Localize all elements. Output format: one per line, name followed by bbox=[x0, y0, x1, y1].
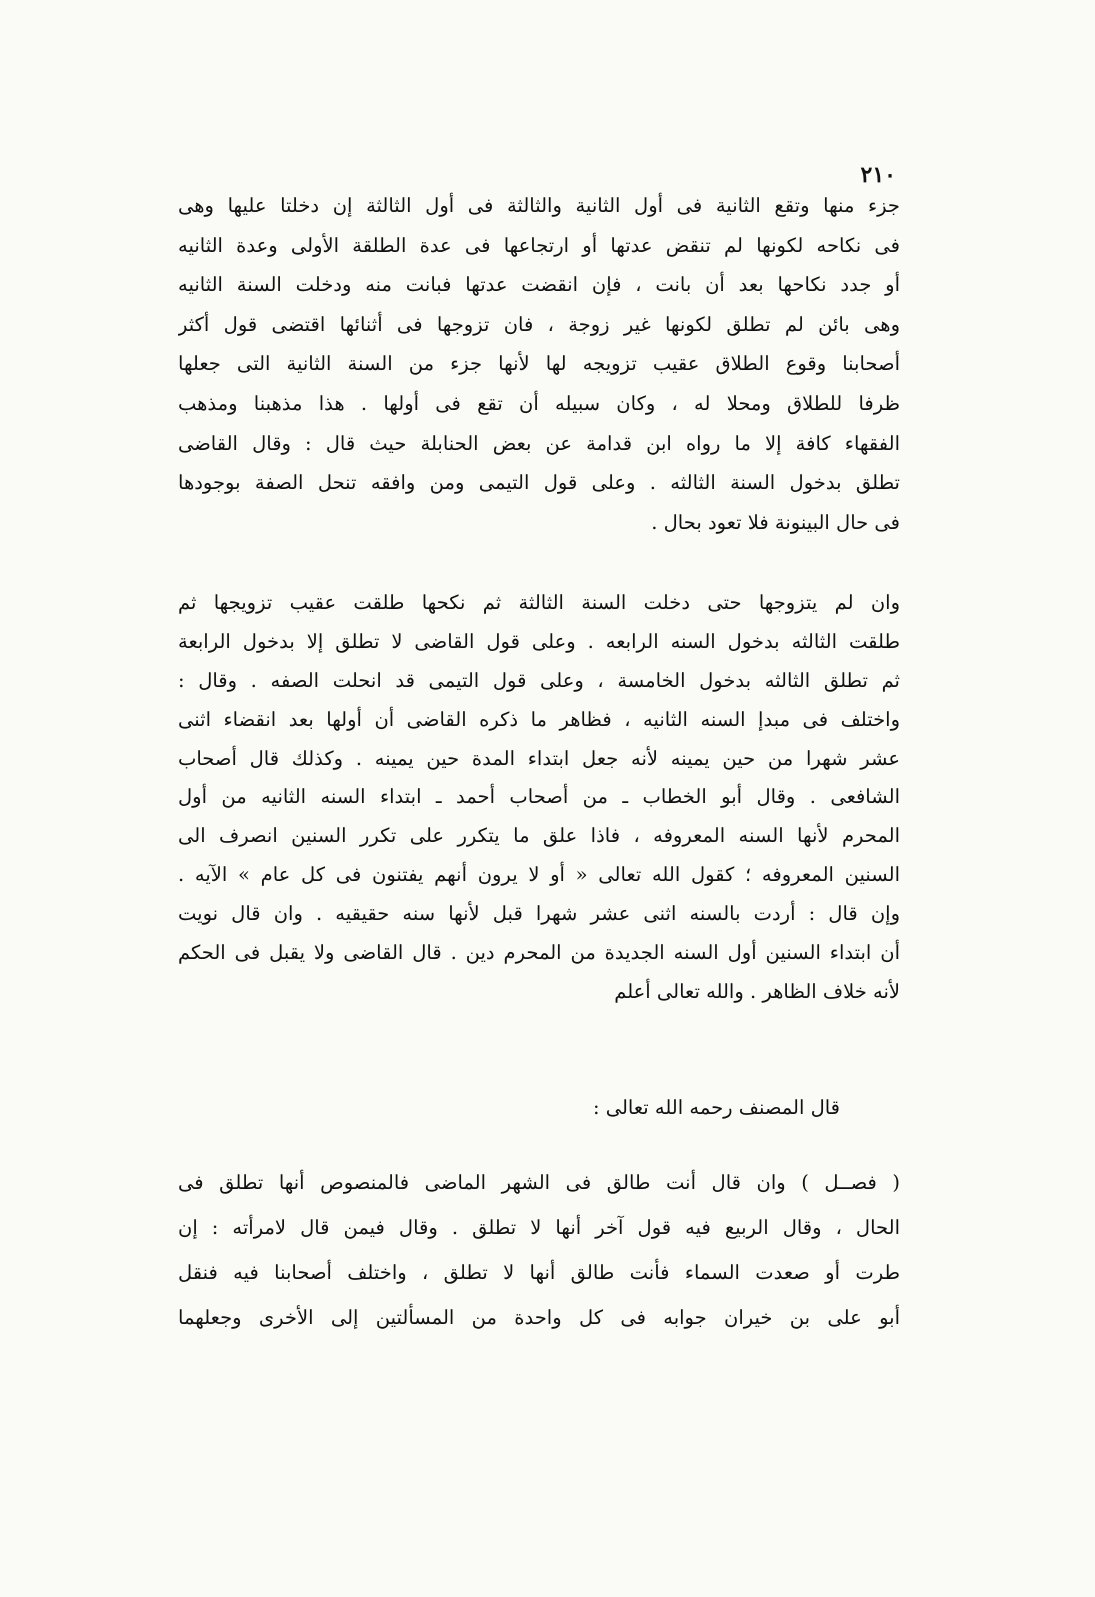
text-line: طلقت الثالثه بدخول السنه الرابعه . وعلى قول القاضى لا تطلق إلا بدخول الرابعة bbox=[178, 629, 900, 653]
text-line: أو جدد نكاحها بعد أن بانت ، فإن انقضت عدتها فبانت منه ودخلت السنة الثانيه bbox=[178, 273, 900, 297]
text-line: المحرم لأنها السنه المعروفه ، فاذا علق ما يتكرر على تكرر السنين انصرف الى bbox=[178, 824, 900, 848]
paragraph-3 bbox=[178, 1160, 900, 1340]
text-line: الفقهاء كافة إلا ما رواه ابن قدامة عن بعض الحنابلة حيث قال : وقال القاضى bbox=[178, 431, 900, 455]
text-line: ثم تطلق الثالثه بدخول الخامسة ، وعلى قول التيمى قد انحلت الصفه . وقال : bbox=[178, 668, 900, 692]
text-line: أن ابتداء السنين أول السنه الجديدة من المحرم دين . قال القاضى ولا يقبل فى الحكم bbox=[178, 941, 900, 965]
text-line: لأنه خلاف الظاهر . والله تعالى أعلم bbox=[614, 979, 900, 1003]
text-line: السنين المعروفه ؛ كقول الله تعالى « أو لا يرون أنهم يفتنون فى كل عام » الآيه . bbox=[178, 863, 900, 887]
text-line: الشافعى . وقال أبو الخطاب ـ من أصحاب أحمد ـ ابتداء السنه الثانيه من أول bbox=[178, 785, 900, 809]
text-line: تطلق بدخول السنة الثالثه . وعلى قول التيمى ومن وافقه تنحل الصفة بوجودها bbox=[178, 471, 900, 495]
text-line: جزء منها وتقع الثانية فى أول الثانية والثالثة فى أول الثالثة إن دخلتا عليها وهى bbox=[178, 194, 900, 217]
section-heading: قال المصنف رحمه الله تعالى : bbox=[592, 1096, 840, 1119]
text-line: ظرفا للطلاق ومحلا له ، وكان سبيله أن تقع فى أولها . هذا مذهبنا ومذهب bbox=[178, 391, 900, 415]
text-line: أصحابنا وقوع الطلاق عقيب تزويجه لها لأنها جزء من السنة الثانية التى جعلها bbox=[178, 352, 900, 376]
text-line: فى نكاحه لكونها لم تنقض عدتها أو ارتجاعها فى عدة الطلقة الأولى وعدة الثانيه bbox=[178, 233, 900, 257]
text-line: واختلف فى مبدإ السنه الثانيه ، فظاهر ما ذكره القاضى أن أولها بعد انقضاء اثنى bbox=[178, 707, 900, 731]
text-line: وهى بائن لم تطلق لكونها غير زوجة ، فان تزوجها فى أثنائها اقتضى قول أكثر bbox=[178, 312, 900, 336]
text-line: أبو على بن خيران جوابه فى كل واحدة من المسألتين إلى الأخرى وجعلهما bbox=[178, 1306, 900, 1329]
text-line: فى حال البينونة فلا تعود بحال . bbox=[651, 510, 900, 534]
paragraph-2 bbox=[178, 584, 900, 1012]
paragraph-1 bbox=[178, 186, 900, 542]
text-line: الحال ، وقال الربيع فيه قول آخر أنها لا تطلق . وقال فيمن قال لامرأته : إن bbox=[178, 1216, 900, 1239]
text-line: طرت أو صعدت السماء فأنت طالق أنها لا تطلق ، واختلف أصحابنا فيه فنقل bbox=[178, 1261, 900, 1284]
text-line: ( فصــل ) وان قال أنت طالق فى الشهر الماضى فالمنصوص أنها تطلق فى bbox=[178, 1171, 900, 1194]
page-number: ٢١٠ bbox=[860, 162, 896, 188]
text-line: عشر شهرا من حين يمينه لأنه جعل ابتداء المدة حين يمينه . وكذلك قال أصحاب bbox=[178, 746, 900, 770]
text-line: وإن قال : أردت بالسنه اثنى عشر شهرا قبل لأنها سنه حقيقيه . وان قال نويت bbox=[178, 902, 900, 926]
text-line: وان لم يتزوجها حتى دخلت السنة الثالثة ثم نكحها طلقت عقيب تزويجها ثم bbox=[178, 591, 900, 614]
